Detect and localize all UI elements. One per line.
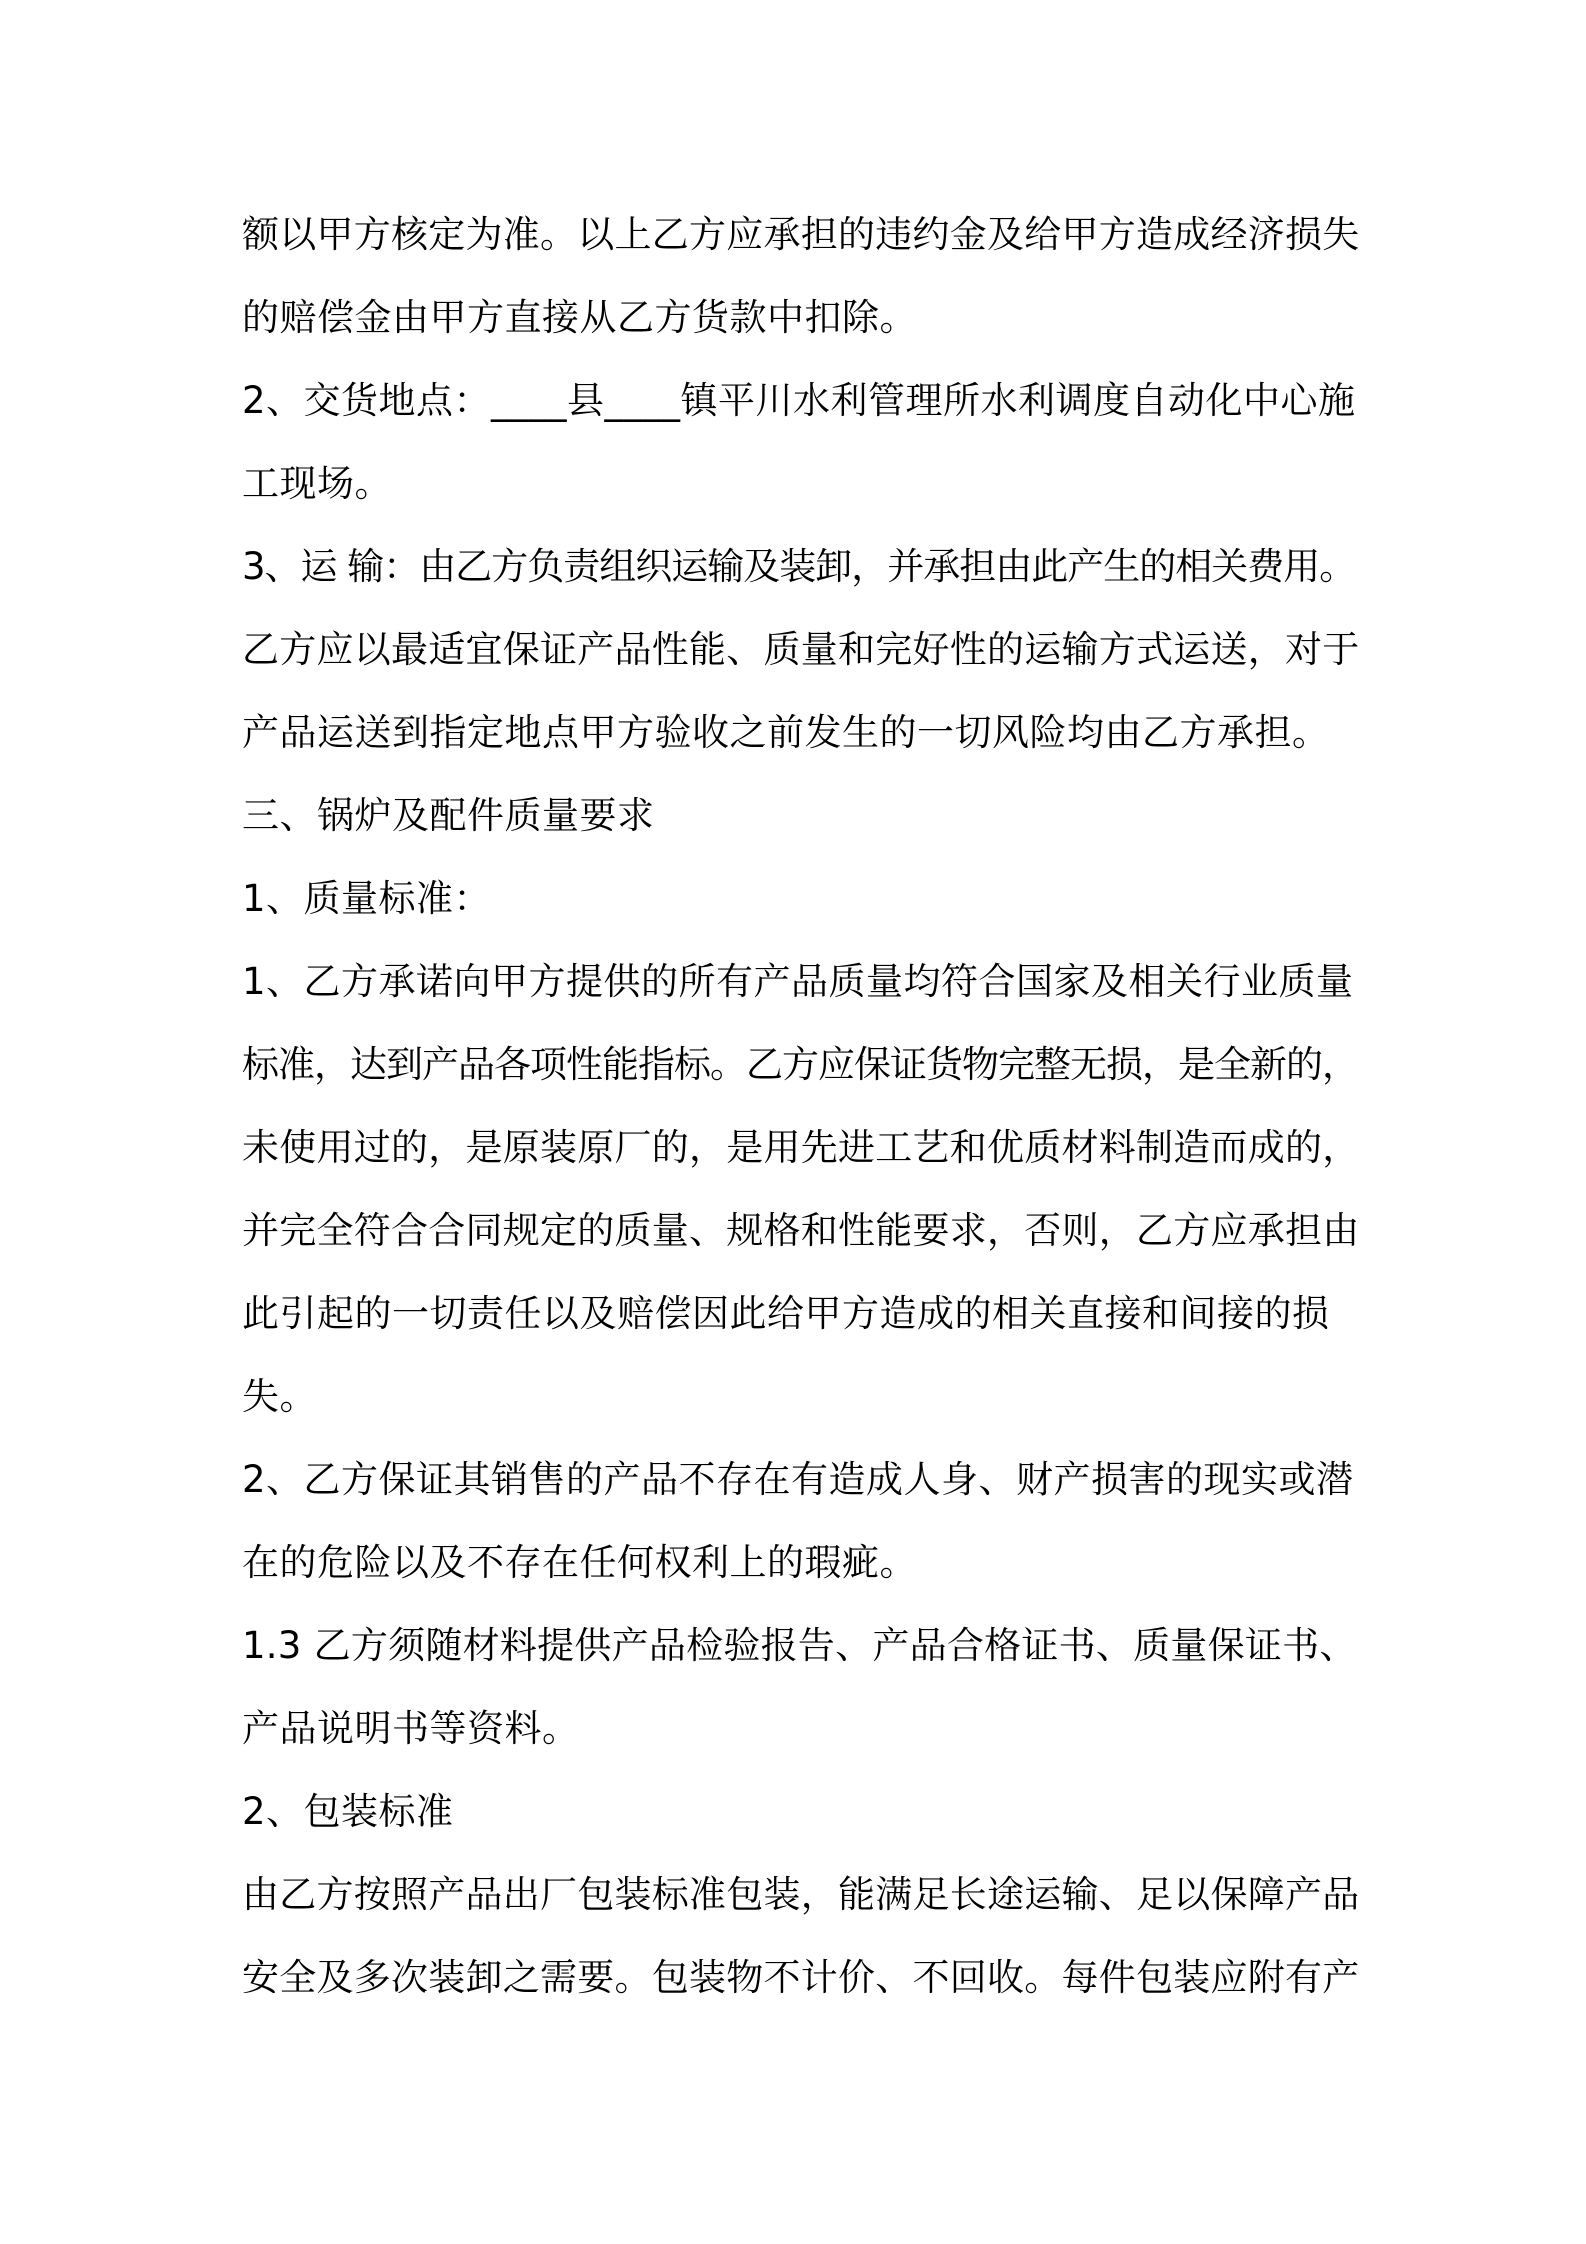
text-line: 的赔偿金由甲方直接从乙方货款中扣除。 xyxy=(242,296,917,339)
text-line: 由乙方按照产品出厂包装标准包装，能满足长途运输、足以保障产品 xyxy=(242,1873,1360,1916)
subsection-heading: 2、包装标准 xyxy=(242,1790,454,1833)
text-line: 1、乙方承诺向甲方提供的所有产品质量均符合国家及相关行业质量 xyxy=(242,960,1354,1003)
text-line: 2、乙方保证其销售的产品不存在有造成人身、财产损害的现实或潜 xyxy=(242,1458,1354,1501)
text-line: 工现场。 xyxy=(242,462,392,505)
text-line: 未使用过的，是原装原厂的，是用先进工艺和优质材料制造而成的， xyxy=(242,1126,1360,1169)
text-line: 标准，达到产品各项性能指标。乙方应保证货物完整无损，是全新的， xyxy=(242,1043,1358,1086)
text-line: 产品说明书等资料。 xyxy=(242,1707,580,1750)
text-line: 失。 xyxy=(242,1375,317,1418)
text-line: 在的危险以及不存在任何权利上的瑕疵。 xyxy=(242,1541,917,1584)
subsection-heading: 1、质量标准： xyxy=(242,877,492,920)
text-line: 乙方应以最适宜保证产品性能、质量和完好性的运输方式运送，对于 xyxy=(242,628,1360,671)
text-line: 安全及多次装卸之需要。包装物不计价、不回收。每件包装应附有产 xyxy=(242,1956,1360,1999)
text-line: 并完全符合合同规定的质量、规格和性能要求，否则，乙方应承担由 xyxy=(242,1209,1360,1252)
text-line: 2、交货地点：____县____镇平川水利管理所水利调度自动化中心施 xyxy=(242,379,1356,422)
document-body xyxy=(242,193,1362,2019)
text-line: 额以甲方核定为准。以上乙方应承担的违约金及给甲方造成经济损失 xyxy=(242,213,1360,256)
text-line: 1.3 乙方须随材料提供产品检验报告、产品合格证书、质量保证书、 xyxy=(242,1624,1357,1667)
text-line: 此引起的一切责任以及赔偿因此给甲方造成的相关直接和间接的损 xyxy=(242,1292,1330,1335)
text-line: 产品运送到指定地点甲方验收之前发生的一切风险均由乙方承担。 xyxy=(242,711,1330,754)
text-line: 3、运 输：由乙方负责组织运输及装卸，并承担由此产生的相关费用。 xyxy=(242,545,1356,588)
section-heading: 三、锅炉及配件质量要求 xyxy=(242,794,655,837)
